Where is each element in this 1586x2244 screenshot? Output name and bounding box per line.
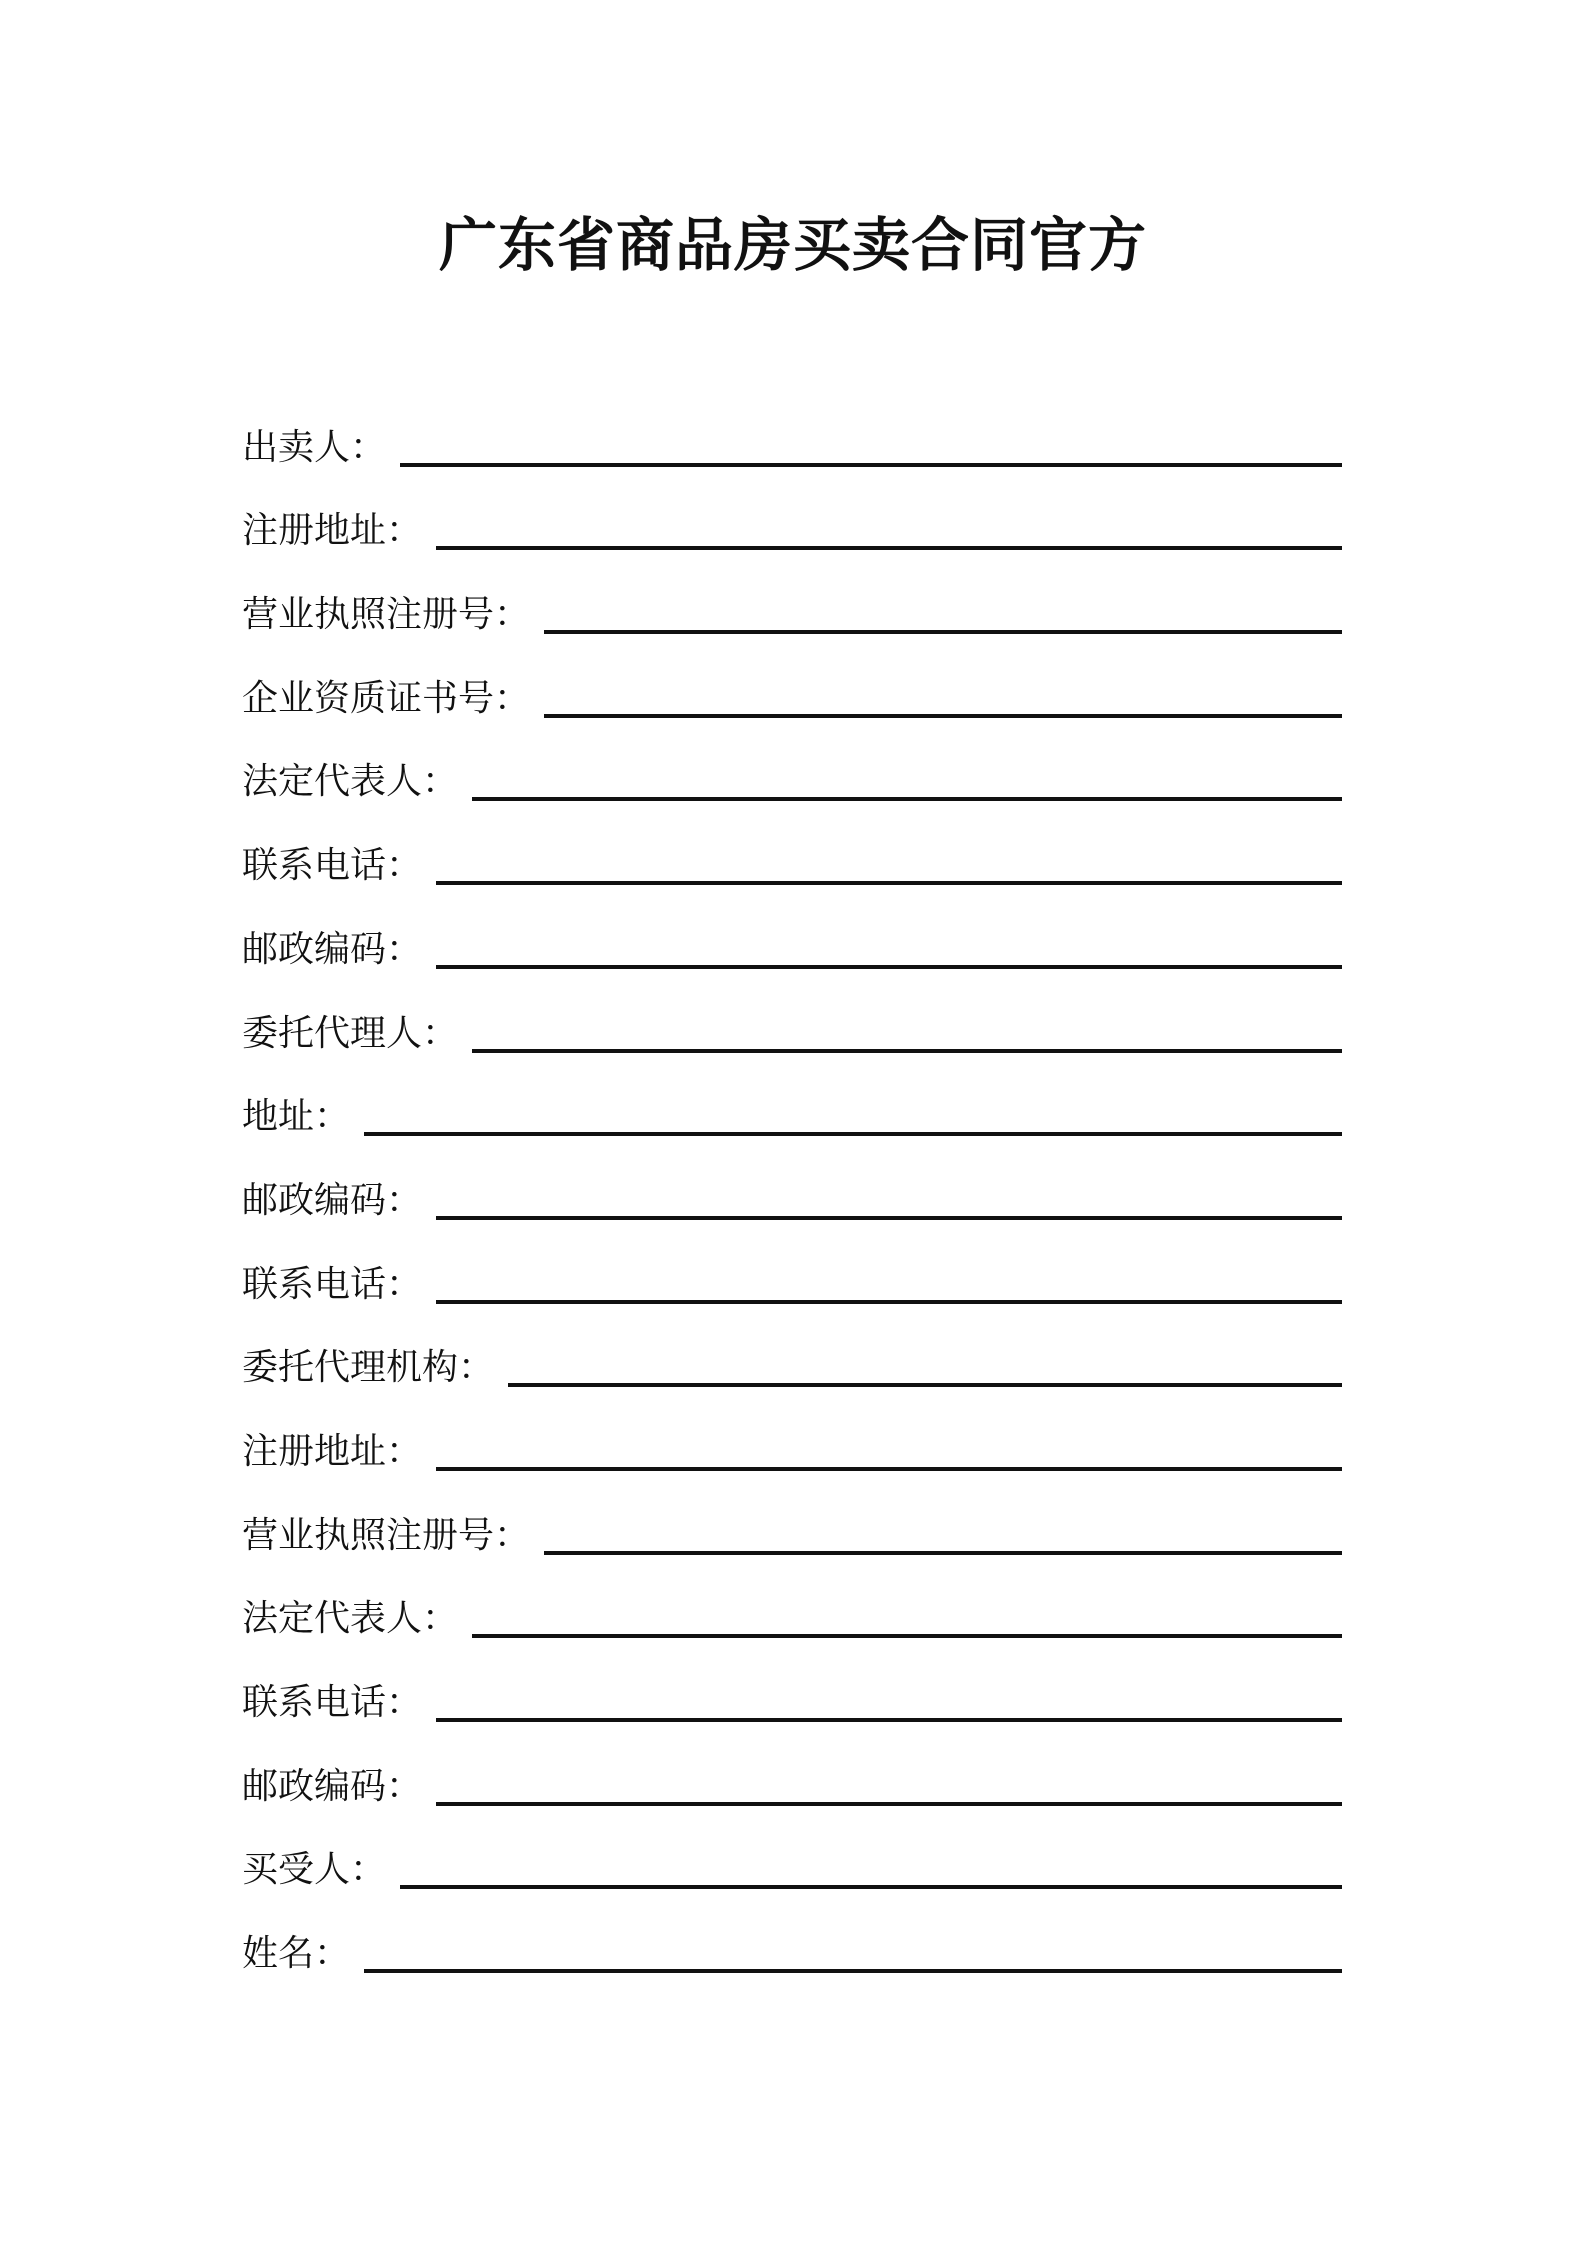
field-colon: ： [422,1598,459,1640]
fill-in-blank-line[interactable] [544,630,1342,634]
field-label: 注册地址 [242,510,387,552]
field-colon: ： [386,1179,423,1221]
field-row [242,1158,1352,1242]
field-label: 联系电话 [242,1263,387,1305]
field-colon: ： [386,510,423,552]
field-label: 邮政编码 [242,1179,387,1221]
field-row [242,740,1352,824]
field-label: 委托代理人 [242,1012,423,1054]
fill-in-blank-line[interactable] [472,1049,1342,1053]
field-label: 姓名 [242,1933,315,1975]
fill-in-blank-line[interactable] [472,1634,1342,1638]
fill-in-blank-line[interactable] [436,1718,1342,1722]
field-row [242,572,1352,656]
field-colon: ： [386,845,423,887]
field-row [242,907,1352,991]
field-colon: ： [386,1430,423,1472]
field-row [242,1493,1352,1577]
field-label: 邮政编码 [242,928,387,970]
field-label: 出卖人 [242,426,351,468]
field-row [242,823,1352,907]
field-label: 联系电话 [242,845,387,887]
field-row [242,656,1352,740]
field-label: 法定代表人 [242,761,423,803]
field-row [242,1409,1352,1493]
fill-in-blank-line[interactable] [544,714,1342,718]
field-label: 联系电话 [242,1682,387,1723]
fill-in-blank-line[interactable] [436,1216,1342,1220]
field-label: 买受人 [242,1849,351,1891]
field-colon: ： [386,1682,423,1723]
field-colon: ： [350,1849,387,1891]
fill-in-blank-line[interactable] [400,1885,1342,1889]
field-row [242,991,1352,1075]
field-row [242,1075,1352,1159]
fill-in-blank-line[interactable] [364,1969,1342,1973]
fill-in-blank-line[interactable] [364,1132,1342,1136]
field-label: 营业执照注册号 [242,1514,495,1556]
field-row [242,1828,1352,1912]
field-colon: ： [422,761,459,803]
fill-in-blank-line[interactable] [436,546,1342,550]
field-label: 注册地址 [242,1430,387,1472]
field-colon: ： [386,928,423,970]
field-colon: ： [314,1096,351,1138]
field-row [242,1242,1352,1326]
fill-in-blank-line[interactable] [436,881,1342,885]
fill-in-blank-line[interactable] [472,797,1342,801]
field-row [242,1577,1352,1661]
document-title: 广东省商品房买卖合同官方 [438,211,1147,279]
field-label: 企业资质证书号 [242,677,495,719]
field-row [242,1911,1352,1995]
fill-in-blank-line[interactable] [508,1383,1342,1387]
field-colon: ： [386,1263,423,1305]
fill-in-blank-line[interactable] [400,463,1342,467]
fill-in-blank-line[interactable] [436,1802,1342,1806]
field-colon: ： [350,426,387,468]
field-label: 营业执照注册号 [242,594,495,636]
field-colon: ： [386,1765,423,1807]
field-colon: ： [494,594,531,636]
field-colon: ： [494,677,531,719]
field-row [242,489,1352,573]
field-row [242,1326,1352,1410]
field-label: 法定代表人 [242,1598,423,1640]
fill-in-blank-line[interactable] [544,1551,1342,1555]
field-row [242,1660,1352,1744]
fill-in-blank-line[interactable] [436,1300,1342,1304]
fill-in-blank-line[interactable] [436,965,1342,969]
fill-in-blank-line[interactable] [436,1467,1342,1471]
field-label: 地址 [242,1096,315,1138]
field-row [242,1744,1352,1828]
field-colon: ： [458,1347,495,1389]
field-colon: ： [494,1514,531,1556]
field-colon: ： [314,1933,351,1975]
contract-party-fields [242,405,1352,1995]
field-row [242,405,1352,489]
field-label: 邮政编码 [242,1765,387,1807]
field-colon: ： [422,1012,459,1054]
field-label: 委托代理机构 [242,1347,459,1389]
